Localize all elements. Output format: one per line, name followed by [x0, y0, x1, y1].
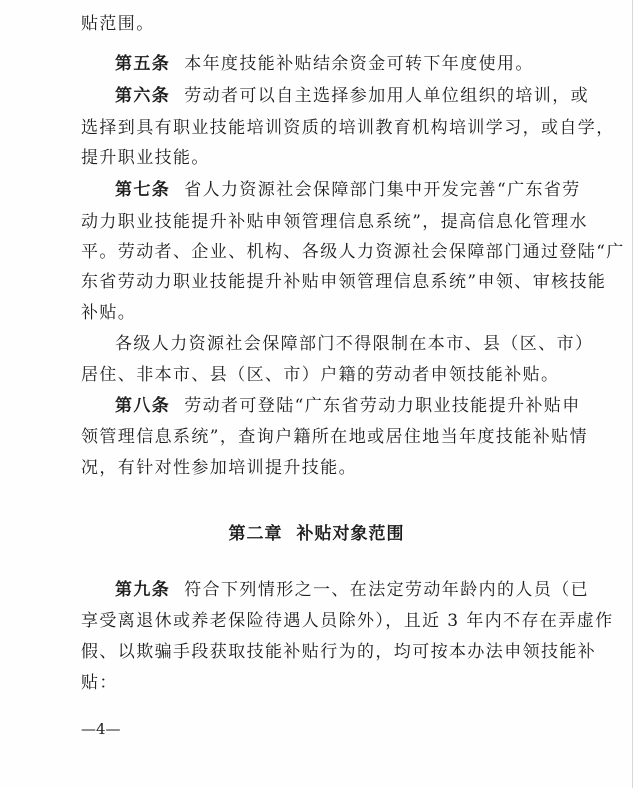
- article-label: 第五条: [115, 54, 171, 74]
- article-text: 劳动者可登陆“广东省劳动力职业技能提升补贴申: [184, 396, 581, 416]
- text-line: 贴范围。: [81, 14, 155, 34]
- article-text: 劳动者可以自主选择参加用人单位组织的培训，或: [184, 86, 590, 106]
- text-line: 各级人力资源社会保障部门不得限制在本市、县（区、市）: [115, 334, 594, 354]
- text-line: 享受离退休或养老保险待遇人员除外），且近 3 年内不存在弄虚作: [81, 611, 614, 631]
- article-7: [115, 180, 581, 200]
- article-9: [115, 580, 589, 600]
- text-line: 动力职业技能提升补贴申领管理信息系统”，提高信息化管理水: [81, 212, 588, 232]
- text-line: 居住、非本市、县（区、市）户籍的劳动者申领技能补贴。: [81, 365, 560, 385]
- text-line: 况，有针对性参加培训提升技能。: [81, 458, 357, 478]
- text-line: 选择到具有职业技能培训资质的培训教育机构培训学习，或自学，: [81, 118, 615, 138]
- article-label: 第九条: [115, 580, 171, 600]
- text-line: 假、以欺骗手段获取技能补贴行为的，均可按本办法申领技能补: [81, 642, 597, 662]
- article-label: 第八条: [115, 396, 171, 416]
- article-text: 本年度技能补贴结余资金可转下年度使用。: [184, 54, 534, 74]
- text-line: 贴：: [81, 673, 118, 693]
- article-8: [115, 396, 581, 416]
- page-number: —4—: [81, 720, 121, 738]
- text-line: 平。劳动者、企业、机构、各级人力资源社会保障部门通过登陆“广: [81, 242, 625, 262]
- text-line: 领管理信息系统”，查询户籍所在地或居住地当年度技能补贴情: [81, 427, 588, 447]
- article-label: 第六条: [115, 86, 171, 106]
- article-5: [115, 54, 534, 74]
- text-line: 提升职业技能。: [81, 148, 210, 168]
- chapter-heading: [0, 519, 633, 544]
- article-6: [115, 86, 589, 106]
- chapter-title: 补贴对象范围: [296, 524, 405, 544]
- chapter-number: 第二章: [228, 524, 283, 544]
- text-line: 东省劳动力职业技能提升补贴申领管理信息系统”申领、审核技能: [81, 272, 607, 292]
- article-text: 省人力资源社会保障部门集中开发完善“广东省劳: [184, 180, 581, 200]
- article-label: 第七条: [115, 180, 171, 200]
- article-text: 符合下列情形之一、在法定劳动年龄内的人员（已: [184, 580, 590, 600]
- text-line: 补贴。: [81, 303, 137, 323]
